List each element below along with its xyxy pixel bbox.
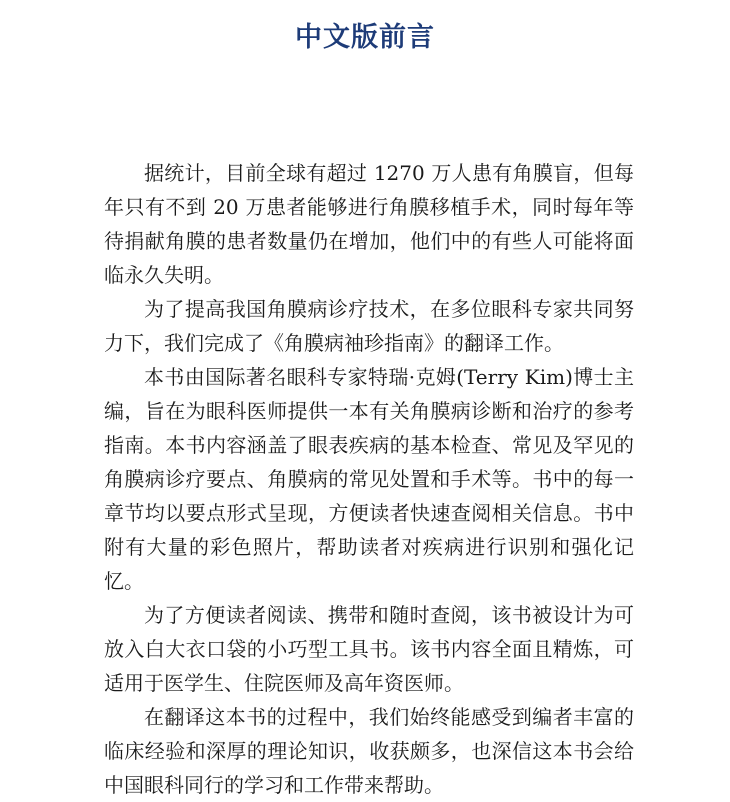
paragraph-5: 在翻译这本书的过程中，我们始终能感受到编者丰富的临床经验和深厚的理论知识，收获颇多，也深信这本书会给中国眼科同行的学习和工作带来帮助。 [104, 705, 634, 797]
paragraph-3: 本书由国际著名眼科专家特瑞·克姆(Terry Kim)博士主编，旨在为眼科医师提供一本有关角膜病诊断和治疗的参考指南。本书内容涵盖了眼表疾病的基本检查、常见及罕见的角膜病诊疗要点、角膜病的常见处置和手术等。书中的每一章节均以要点形式呈现，方便读者快速查阅相关信息。书中附有大量的彩色照片，帮助读者对疾病进行识别和强化记忆。 [104, 365, 634, 593]
paragraph-1: 据统计，目前全球有超过 1270 万人患有角膜盲，但每年只有不到 20 万患者能够进行角膜移植手术，同时每年等待捐献角膜的患者数量仍在增加，他们中的有些人可能将面临永久失明。 [104, 161, 634, 287]
page-title: 中文版前言 [295, 22, 435, 53]
paragraph-4: 为了方便读者阅读、携带和随时查阅，该书被设计为可放入白大衣口袋的小巧型工具书。该书内容全面且精炼，可适用于医学生、住院医师及高年资医师。 [104, 603, 634, 695]
preface-body [104, 156, 634, 802]
paragraph-2: 为了提高我国角膜病诊疗技术，在多位眼科专家共同努力下，我们完成了《角膜病袖珍指南》的翻译工作。 [104, 297, 634, 355]
